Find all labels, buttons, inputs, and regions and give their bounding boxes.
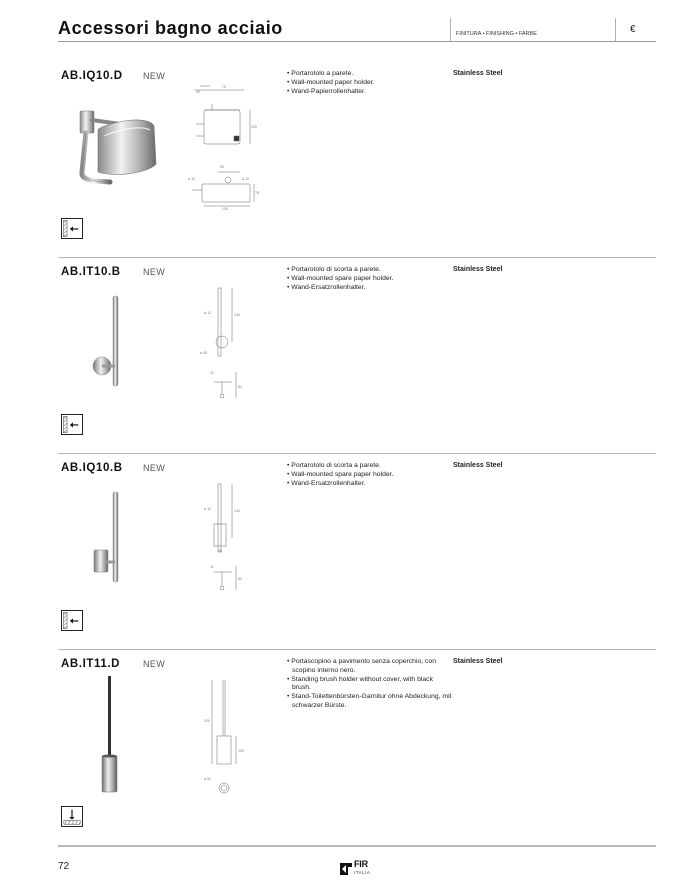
footer-divider: [58, 846, 656, 847]
svg-text:120: 120: [251, 125, 257, 129]
description-line: • Wand-Ersatzrollenhalter.: [284, 480, 452, 489]
description-line: • Stand-Toilettenbürsten-Garnitur ohne Abdeckung, mit schwarzer Bürste.: [284, 693, 452, 711]
page-number: 72: [58, 861, 70, 872]
product-description: [284, 70, 452, 96]
product-photo: [58, 674, 168, 809]
svg-text:40: 40: [196, 90, 200, 94]
description-line: • Wall-mounted spare paper holder.: [284, 471, 452, 480]
description-line: • Portarotolo di scorta a parete.: [284, 462, 452, 471]
product-code: AB.IT11.D: [61, 658, 121, 670]
new-badge: NEW: [143, 267, 166, 277]
brand-logo: [339, 859, 379, 879]
product-description: [284, 462, 452, 488]
product-description: [284, 266, 452, 292]
wall-mounted-icon: [61, 414, 83, 435]
svg-text:⌀ 12: ⌀ 12: [204, 507, 211, 511]
finish-value: Stainless Steel: [453, 70, 503, 77]
brand-subtitle: ITALIA: [354, 870, 371, 875]
svg-text:100: 100: [238, 749, 244, 753]
product-entry: [58, 650, 656, 846]
svg-text:84: 84: [238, 385, 242, 389]
product-photo: [58, 478, 168, 613]
product-photo: [58, 282, 168, 417]
wall-mounted-icon: [61, 218, 83, 239]
svg-text:134: 134: [234, 313, 240, 317]
brand-mark-icon: [339, 861, 353, 877]
svg-text:⌀ 45: ⌀ 45: [200, 351, 207, 355]
header-divider: [615, 18, 616, 41]
svg-text:⌀ 12: ⌀ 12: [204, 311, 211, 315]
svg-text:420: 420: [204, 719, 210, 723]
technical-drawing: [184, 80, 269, 210]
description-line: • Wand-Ersatzrollenhalter.: [284, 284, 452, 293]
svg-text:11: 11: [210, 565, 214, 569]
svg-text:63: 63: [238, 577, 242, 581]
svg-text:78: 78: [255, 191, 259, 195]
product-code: AB.IT10.B: [61, 266, 121, 278]
page-header: [58, 16, 656, 42]
svg-text:140: 140: [234, 509, 240, 513]
new-badge: NEW: [143, 463, 166, 473]
technical-drawing: [184, 472, 269, 602]
description-line: • Standing brush holder without cover, with black brush.: [284, 676, 452, 694]
product-description: [284, 658, 452, 711]
description-line: • Wall-mounted paper holder.: [284, 79, 452, 88]
currency-column-label: €: [630, 24, 636, 35]
product-photo: [58, 86, 168, 221]
new-badge: NEW: [143, 71, 166, 81]
product-code: AB.IQ10.D: [61, 70, 123, 82]
svg-text:⌀ 12: ⌀ 12: [242, 177, 249, 181]
new-badge: NEW: [143, 659, 166, 669]
brand-name: FIR: [354, 859, 368, 869]
wall-mounted-icon: [61, 610, 83, 631]
svg-text:50: 50: [220, 165, 224, 169]
svg-text:45: 45: [218, 549, 222, 553]
product-code: AB.IQ10.B: [61, 462, 123, 474]
technical-drawing: [184, 276, 269, 406]
description-line: • Portascopino a pavimento senza coperchio, con scopino interno nero.: [284, 658, 452, 676]
product-entry: [58, 62, 656, 258]
description-line: • Wand-Papierrollenhalter.: [284, 88, 452, 97]
description-line: • Portarotolo di scorta a parete.: [284, 266, 452, 275]
svg-text:⌀ 10: ⌀ 10: [188, 177, 195, 181]
page-title: Accessori bagno acciaio: [58, 18, 283, 38]
svg-text:11: 11: [210, 371, 214, 375]
description-line: • Wall-mounted spare paper holder.: [284, 275, 452, 284]
svg-text:130: 130: [222, 207, 228, 210]
finish-value: Stainless Steel: [453, 462, 503, 469]
svg-text:⌀ 50: ⌀ 50: [204, 777, 211, 781]
technical-drawing: [184, 668, 269, 798]
finish-column-label: FINITURA • FINISHING • FARBE: [456, 31, 537, 37]
product-entry: [58, 258, 656, 454]
description-line: • Portarotolo a parete.: [284, 70, 452, 79]
header-divider: [450, 18, 451, 41]
floor-standing-icon: [61, 806, 83, 827]
finish-value: Stainless Steel: [453, 658, 503, 665]
svg-text:70: 70: [222, 85, 226, 89]
product-entry: [58, 454, 656, 650]
finish-value: Stainless Steel: [453, 266, 503, 273]
